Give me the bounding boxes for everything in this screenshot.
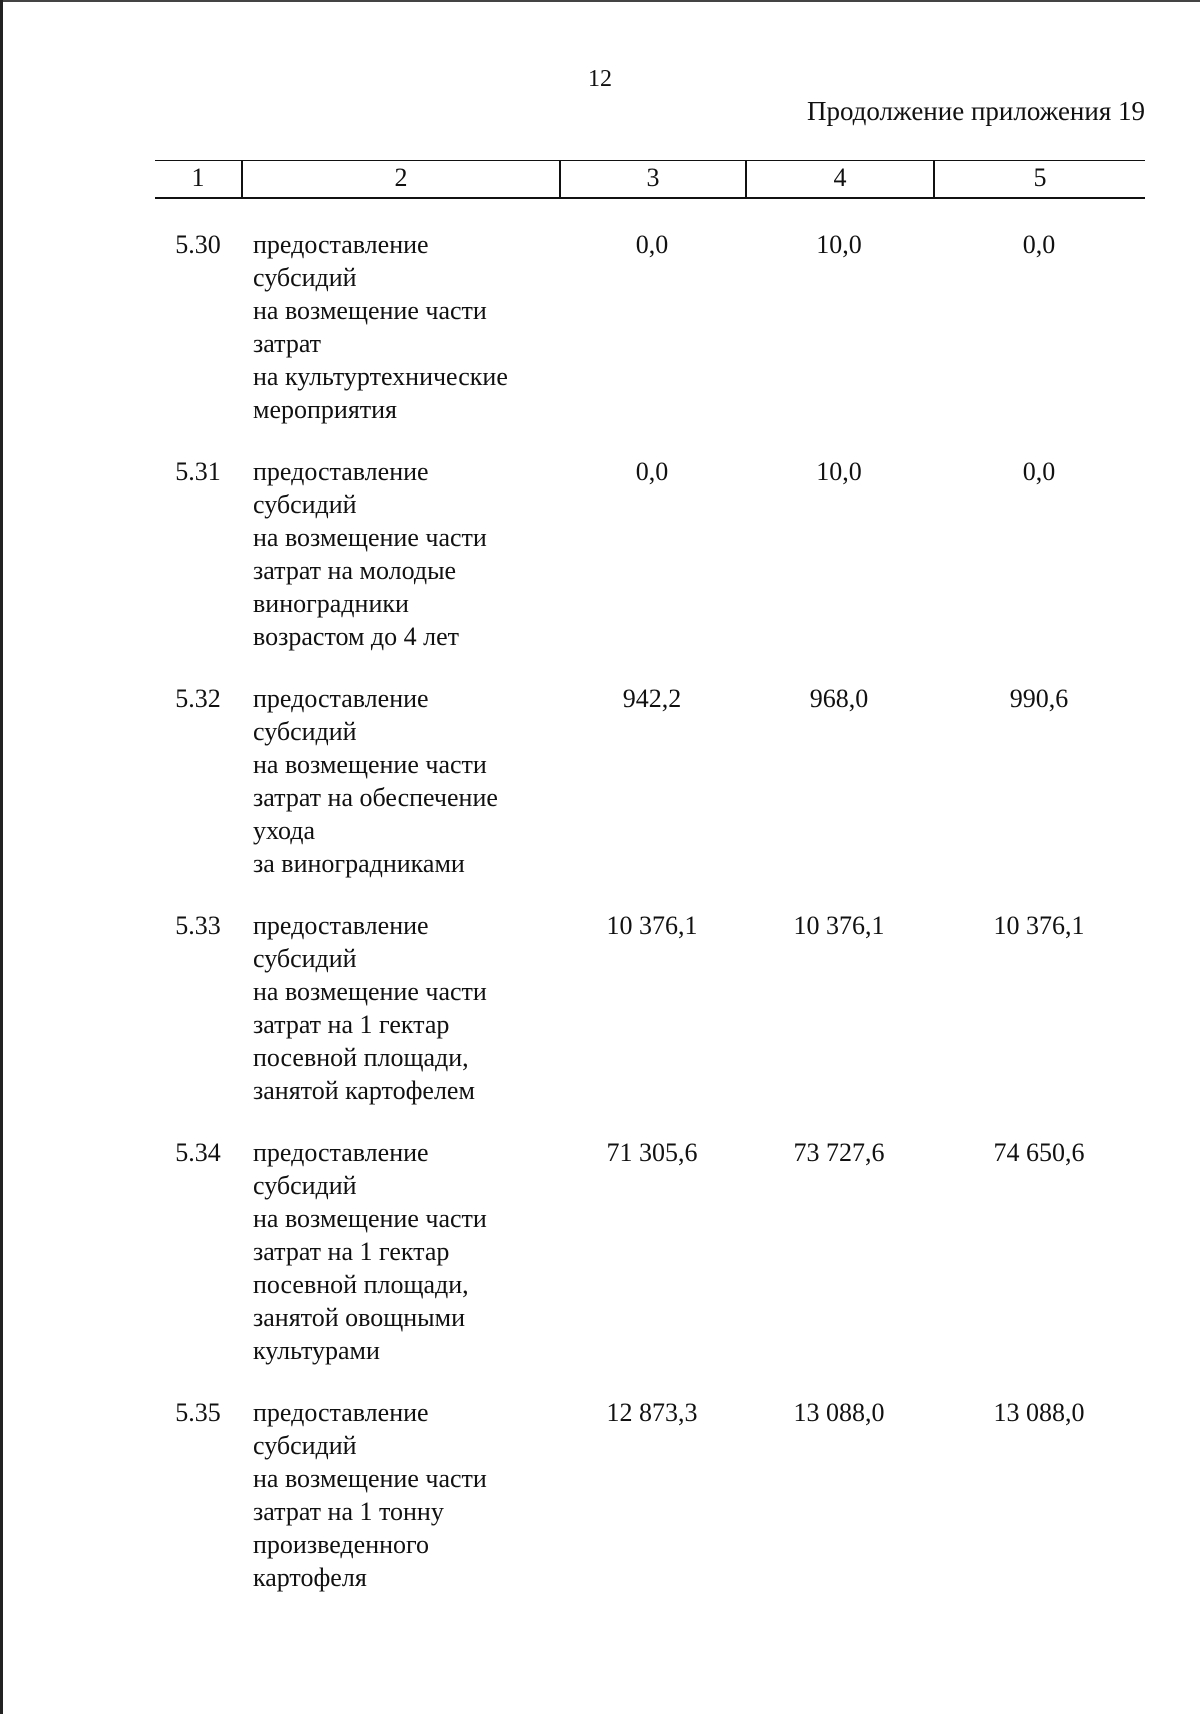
row-description (241, 455, 559, 653)
table-row (155, 228, 1145, 426)
description-line: предоставление (253, 684, 429, 713)
value-col-3: 12 873,3 (606, 1398, 698, 1427)
row-description (241, 909, 559, 1107)
description-line: субсидий (253, 1171, 357, 1200)
description-line: возрастом до 4 лет (253, 622, 460, 651)
description-line: картофеля (253, 1563, 367, 1592)
value-col-5: 10 376,1 (993, 911, 1085, 940)
row-number: 5.31 (175, 457, 221, 486)
description-line: за виноградниками (253, 849, 465, 878)
description-line: предоставление (253, 1138, 429, 1167)
value-col-3: 71 305,6 (606, 1138, 698, 1167)
value-col-4: 10,0 (816, 230, 862, 259)
description-line: субсидий (253, 717, 357, 746)
row-number: 5.30 (175, 230, 221, 259)
description-line: затрат на 1 гектар (253, 1010, 450, 1039)
header-col-5: 5 (933, 161, 1145, 197)
description-line: посевной площади, (253, 1270, 469, 1299)
row-number: 5.32 (175, 684, 221, 713)
table-header (155, 160, 1145, 199)
value-col-5: 990,6 (1009, 684, 1069, 713)
description-line: затрат на обеспечение (253, 783, 498, 812)
row-description (241, 682, 559, 880)
description-line: затрат (253, 329, 322, 358)
description-line: культурами (253, 1336, 380, 1365)
description-line: виноградники (253, 589, 409, 618)
description-line: занятой картофелем (253, 1076, 475, 1105)
description-line: субсидий (253, 944, 357, 973)
row-number: 5.34 (175, 1138, 221, 1167)
description-line: предоставление (253, 457, 429, 486)
value-col-3: 0,0 (635, 457, 669, 486)
value-col-5: 74 650,6 (993, 1138, 1085, 1167)
value-col-5: 0,0 (1022, 230, 1056, 259)
description-line: на культуртехнические (253, 362, 508, 391)
header-col-4: 4 (745, 161, 933, 197)
scan-edge-top (0, 0, 1200, 2)
description-line: на возмещение части (253, 523, 487, 552)
description-line: на возмещение части (253, 296, 487, 325)
row-description (241, 228, 559, 426)
description-line: на возмещение части (253, 750, 487, 779)
scan-edge-left (0, 0, 3, 1714)
description-line: произведенного (253, 1530, 430, 1559)
description-line: затрат на 1 гектар (253, 1237, 450, 1266)
description-line: предоставление (253, 230, 429, 259)
description-line: занятой овощными (253, 1303, 465, 1332)
value-col-3: 0,0 (635, 230, 669, 259)
table-row (155, 909, 1145, 1107)
value-col-4: 13 088,0 (793, 1398, 885, 1427)
value-col-4: 968,0 (809, 684, 869, 713)
description-line: мероприятия (253, 395, 398, 424)
value-col-5: 0,0 (1022, 457, 1056, 486)
table-row (155, 455, 1145, 653)
description-line: субсидий (253, 263, 357, 292)
description-line: субсидий (253, 490, 357, 519)
value-col-3: 10 376,1 (606, 911, 698, 940)
row-number: 5.35 (175, 1398, 221, 1427)
description-line: посевной площади, (253, 1043, 469, 1072)
description-line: затрат на 1 тонну (253, 1497, 444, 1526)
row-description (241, 1136, 559, 1367)
value-col-3: 942,2 (622, 684, 682, 713)
table-row (155, 1396, 1145, 1594)
value-col-4: 73 727,6 (793, 1138, 885, 1167)
page-number: 12 (588, 66, 612, 92)
table-row (155, 1136, 1145, 1367)
description-line: предоставление (253, 1398, 429, 1427)
row-number: 5.33 (175, 911, 221, 940)
description-line: на возмещение части (253, 1464, 487, 1493)
header-col-1: 1 (191, 163, 205, 192)
description-line: на возмещение части (253, 1204, 487, 1233)
description-line: ухода (253, 816, 316, 845)
header-col-3: 3 (559, 161, 745, 197)
value-col-4: 10,0 (816, 457, 862, 486)
description-line: субсидий (253, 1431, 357, 1460)
table-row (155, 682, 1145, 880)
description-line: затрат на молодые (253, 556, 457, 585)
description-line: предоставление (253, 911, 429, 940)
table-body (155, 228, 1145, 1623)
appendix-continuation-note: Продолжение приложения 19 (806, 96, 1145, 126)
description-line: на возмещение части (253, 977, 487, 1006)
header-col-2: 2 (241, 161, 559, 197)
value-col-4: 10 376,1 (793, 911, 885, 940)
value-col-5: 13 088,0 (993, 1398, 1085, 1427)
row-description (241, 1396, 559, 1594)
